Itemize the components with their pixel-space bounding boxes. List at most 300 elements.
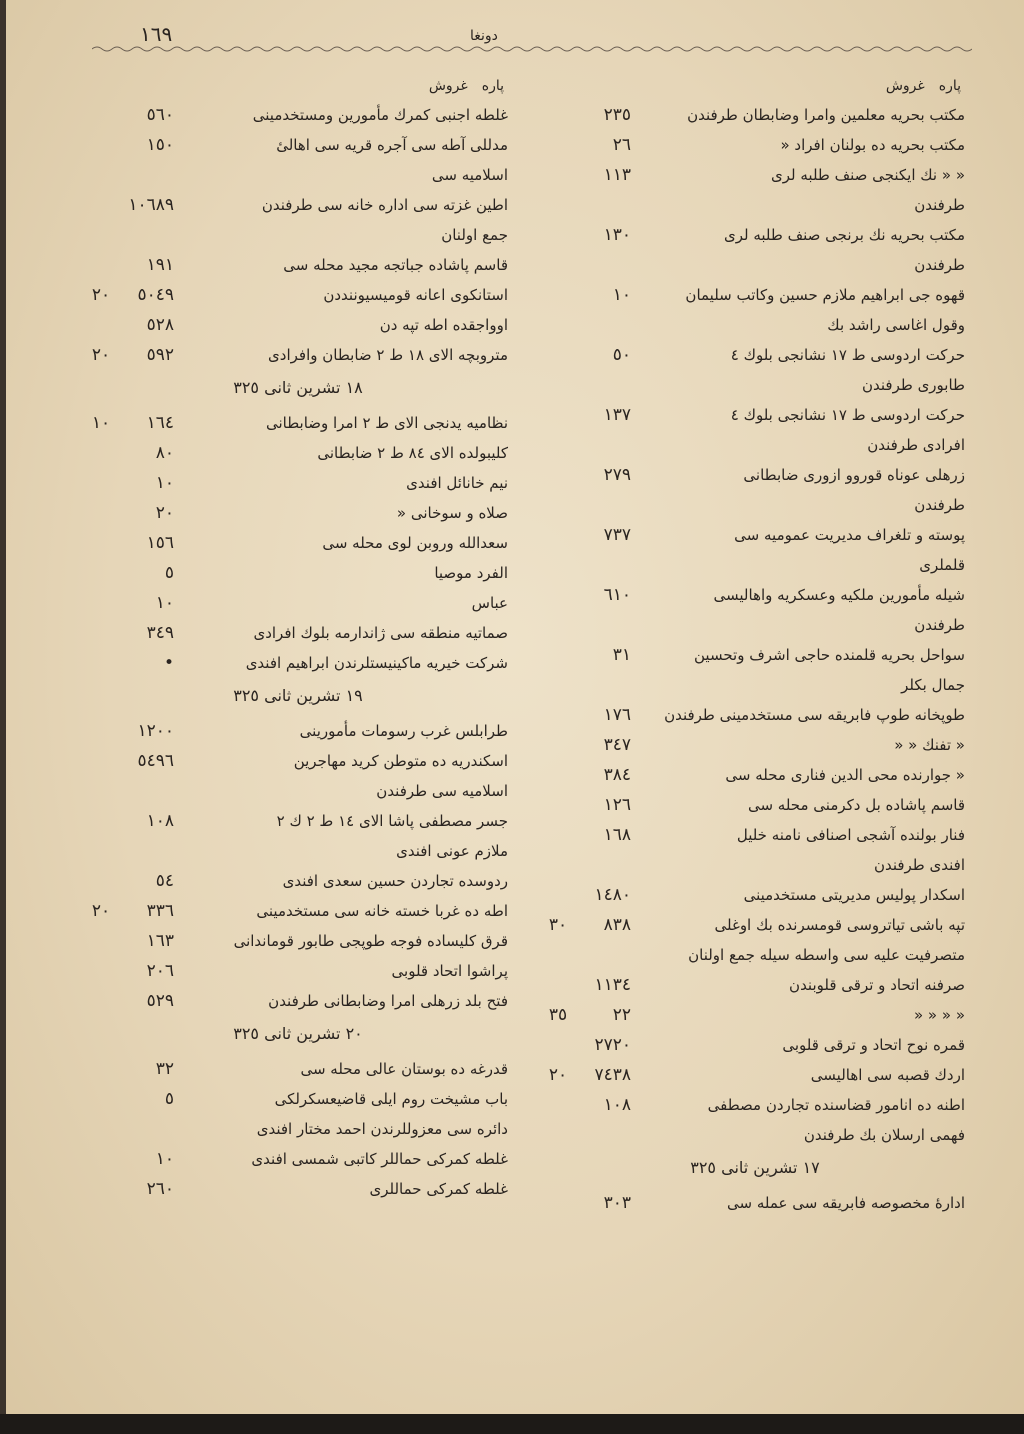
donation-entry bbox=[88, 648, 508, 678]
ghurush-amount: ٥٢٩ bbox=[146, 991, 174, 1011]
ghurush-amount: ٢٧٢٠ bbox=[594, 1035, 631, 1055]
donor-text: طابورى طرفندن bbox=[862, 376, 965, 394]
donation-entry bbox=[545, 970, 965, 1000]
para-amount bbox=[88, 1174, 114, 1204]
donation-entry bbox=[545, 520, 965, 550]
para-amount bbox=[88, 986, 114, 1016]
para-amount bbox=[88, 558, 114, 588]
wavy-header-rule bbox=[92, 45, 972, 53]
donation-entry bbox=[545, 460, 965, 490]
amount-cell bbox=[545, 820, 631, 850]
donation-entry bbox=[545, 400, 965, 430]
donation-entry bbox=[88, 956, 508, 986]
amount-cell bbox=[545, 130, 631, 160]
para-header: پاره bbox=[938, 78, 961, 94]
donation-entry bbox=[545, 1188, 965, 1218]
amount-cell bbox=[88, 866, 174, 896]
donation-entry bbox=[88, 468, 508, 498]
amount-cell bbox=[545, 970, 631, 1000]
amount-cell bbox=[88, 280, 174, 310]
ghurush-amount: ٣٨٤ bbox=[603, 765, 631, 785]
ghurush-amount: ١٠ bbox=[155, 1149, 174, 1169]
para-amount bbox=[88, 468, 114, 498]
entry-continuation bbox=[545, 670, 965, 700]
donation-entry bbox=[88, 438, 508, 468]
donation-entry bbox=[545, 160, 965, 190]
donor-text: قرق كليساده فوجه طوپجى طابور قوماندانى bbox=[233, 932, 508, 950]
donor-text: مكتب بحريه معلمين وامرا وضابطان طرفندن bbox=[687, 106, 965, 124]
left-column bbox=[88, 78, 508, 1204]
donation-entry bbox=[88, 1144, 508, 1174]
amount-cell bbox=[545, 400, 631, 430]
donor-text: ملازم عونى افندى bbox=[396, 842, 508, 860]
donation-entry bbox=[545, 1000, 965, 1030]
para-amount: ٢٠ bbox=[548, 1065, 568, 1085]
donor-text: پراشوا اتحاد قلوبى bbox=[391, 962, 508, 980]
ghurush-amount: ١٠٨ bbox=[146, 811, 174, 831]
donor-text: ادارهٔ مخصوصه فابريقه سى عمله سى bbox=[727, 1194, 965, 1212]
ghurush-amount: ١٦٤ bbox=[146, 413, 174, 433]
donor-text: طرفندن bbox=[914, 496, 965, 514]
ghurush-amount: ١٥٦ bbox=[146, 533, 174, 553]
para-amount bbox=[88, 190, 114, 220]
amount-cell bbox=[545, 730, 631, 760]
donor-text: طرابلس غرب رسومات مأمورينى bbox=[299, 722, 508, 740]
ghurush-amount: ٨٣٨ bbox=[603, 915, 631, 935]
donation-entry bbox=[88, 340, 508, 370]
para-amount: ٣٠ bbox=[548, 915, 568, 935]
ghurush-amount: ٥٠ bbox=[612, 345, 631, 365]
para-amount bbox=[545, 640, 571, 670]
para-amount bbox=[545, 1188, 571, 1218]
amount-cell bbox=[88, 130, 174, 160]
para-amount bbox=[545, 1090, 571, 1120]
ghurush-amount: ١٠ bbox=[155, 593, 174, 613]
donor-text: غلطه كمركى حماللر كاتبى شمسى افندى bbox=[251, 1150, 508, 1168]
donor-text: طوپخانه طوپ فابريقه سى مستخدمينى طرفندن bbox=[664, 706, 965, 724]
ghurush-amount: ٦١٠ bbox=[603, 585, 631, 605]
para-amount bbox=[88, 130, 114, 160]
ghurush-amount: ٢٢ bbox=[612, 1005, 631, 1025]
donor-text: طرفندن bbox=[914, 616, 965, 634]
para-amount bbox=[88, 956, 114, 986]
ghurush-amount: ٥ bbox=[164, 563, 174, 583]
para-amount: ١٠ bbox=[91, 413, 111, 433]
donor-text: قلملرى bbox=[919, 556, 965, 574]
para-amount bbox=[88, 310, 114, 340]
donation-entry bbox=[88, 310, 508, 340]
donor-text: قاسم پاشاده بل دكرمنى محله سى bbox=[747, 796, 965, 814]
donation-entry bbox=[545, 280, 965, 310]
ghurush-amount: ٧٤٣٨ bbox=[594, 1065, 631, 1085]
amount-cell bbox=[545, 280, 631, 310]
donor-text: تپه باشى تياتروسى قومسرنده بك اوغلى bbox=[714, 916, 965, 934]
ghurush-amount: ٥ bbox=[164, 1089, 174, 1109]
entry-continuation bbox=[88, 160, 508, 190]
ghurush-amount: ١٩١ bbox=[146, 255, 174, 275]
donor-text: دائره سى معزوللرندن احمد مختار افندى bbox=[256, 1120, 508, 1138]
para-amount bbox=[545, 730, 571, 760]
ghurush-amount: • bbox=[163, 653, 174, 673]
amount-cell bbox=[545, 580, 631, 610]
entry-continuation bbox=[545, 550, 965, 580]
donor-text: فنار بولنده آشجى اصنافى نامنه خليل bbox=[736, 826, 965, 844]
donor-text: جمال بكلر bbox=[901, 676, 965, 694]
donor-text: طرفندن bbox=[914, 196, 965, 214]
ghurush-amount: ١٢٦ bbox=[603, 795, 631, 815]
para-amount bbox=[88, 588, 114, 618]
donation-entry bbox=[88, 618, 508, 648]
entry-continuation bbox=[545, 1120, 965, 1150]
donor-text: سواحل بحريه قلمنده حاجى اشرف وتحسين bbox=[694, 646, 965, 664]
amount-cell bbox=[88, 438, 174, 468]
donation-entry bbox=[88, 716, 508, 746]
amount-cell bbox=[88, 498, 174, 528]
entry-list bbox=[88, 100, 508, 1204]
para-amount bbox=[88, 618, 114, 648]
entry-continuation bbox=[545, 610, 965, 640]
para-amount bbox=[545, 400, 571, 430]
donor-text: صماتيه منطقه سى ژاندارمه بلوك افرادى bbox=[253, 624, 508, 642]
entry-continuation bbox=[545, 190, 965, 220]
donor-text: قمره نوح اتحاد و ترقى قلوبى bbox=[782, 1036, 965, 1054]
entry-continuation bbox=[88, 776, 508, 806]
entry-continuation bbox=[545, 940, 965, 970]
ghurush-header: غروش bbox=[885, 78, 925, 94]
donation-entry bbox=[545, 130, 965, 160]
donation-entry bbox=[545, 1060, 965, 1090]
para-amount bbox=[545, 760, 571, 790]
ghurush-amount: ٢٦ bbox=[612, 135, 631, 155]
donation-entry bbox=[545, 1090, 965, 1120]
right-column bbox=[545, 78, 965, 1218]
amount-cell bbox=[88, 558, 174, 588]
entry-continuation bbox=[88, 220, 508, 250]
donor-text: اطين غزته سى اداره خانه سى طرفندن bbox=[261, 196, 508, 214]
amount-cell bbox=[545, 1000, 631, 1030]
para-amount bbox=[545, 820, 571, 850]
para-amount bbox=[545, 220, 571, 250]
amount-cell bbox=[88, 1054, 174, 1084]
ghurush-amount: ١١٣ bbox=[603, 165, 631, 185]
ghurush-amount: ١٢٠٠ bbox=[137, 721, 174, 741]
entry-continuation bbox=[545, 250, 965, 280]
entry-continuation bbox=[545, 490, 965, 520]
date-heading: ٢٠ تشرين ثانى ٣٢٥ bbox=[233, 1024, 363, 1043]
donor-text: متصرفيت عليه سى واسطه سيله جمع اولنان bbox=[688, 946, 965, 964]
amount-cell bbox=[88, 250, 174, 280]
donation-entry bbox=[545, 700, 965, 730]
entry-list bbox=[545, 100, 965, 1218]
donor-text: شركت خيريه ماكينيستلرندن ابراهيم افندى bbox=[245, 654, 508, 672]
ghurush-amount: ٢٦٠ bbox=[146, 1179, 174, 1199]
date-heading: ١٧ تشرين ثانى ٣٢٥ bbox=[690, 1158, 820, 1177]
para-amount bbox=[545, 160, 571, 190]
donor-text: اسلاميه سى طرفندن bbox=[376, 782, 508, 800]
donor-text: متروبچه الاى ١٨ ط ٢ ضابطان وافرادى bbox=[268, 346, 508, 364]
donor-text: اسكندريه ده متوطن كريد مهاجرين bbox=[293, 752, 508, 770]
amount-cell bbox=[545, 520, 631, 550]
amount-cell bbox=[545, 1030, 631, 1060]
date-heading: ١٩ تشرين ثانى ٣٢٥ bbox=[233, 686, 363, 705]
ghurush-amount: ١١٣٤ bbox=[594, 975, 631, 995]
entry-continuation bbox=[88, 836, 508, 866]
donor-text: مدللى آطه سى آجره قريه سى اهالىٔ bbox=[276, 136, 508, 154]
entry-continuation bbox=[545, 430, 965, 460]
amount-cell bbox=[88, 716, 174, 746]
donation-entry bbox=[88, 498, 508, 528]
ghurush-amount: ١٣٠ bbox=[603, 225, 631, 245]
donation-entry bbox=[88, 1174, 508, 1204]
donor-text: زرهلى عوناه قوروو ازورى ضابطانى bbox=[743, 466, 965, 484]
donation-entry bbox=[88, 408, 508, 438]
donation-entry bbox=[545, 790, 965, 820]
ghurush-amount: ١٤٨٠ bbox=[594, 885, 631, 905]
para-amount bbox=[88, 866, 114, 896]
donor-text: « جوارنده محى الدين فنارى محله سى bbox=[725, 766, 965, 784]
donor-text: غلطه كمركى حماللرى bbox=[369, 1180, 508, 1198]
donor-text: افرادى طرفندن bbox=[867, 436, 965, 454]
ghurush-amount: ٣٤٧ bbox=[603, 735, 631, 755]
donation-entry bbox=[88, 746, 508, 776]
ghurush-amount: ٥٦٠ bbox=[146, 105, 174, 125]
ghurush-amount: ١٧٦ bbox=[603, 705, 631, 725]
para-amount bbox=[545, 880, 571, 910]
donor-text: پوسته و تلغراف مديريت عموميه سى bbox=[734, 526, 965, 544]
donation-entry bbox=[88, 100, 508, 130]
para-amount bbox=[545, 130, 571, 160]
amount-cell bbox=[545, 760, 631, 790]
entry-continuation bbox=[545, 850, 965, 880]
donation-entry bbox=[88, 588, 508, 618]
para-amount: ٢٠ bbox=[91, 345, 111, 365]
donor-text: عباس bbox=[471, 594, 508, 612]
donor-text: كليبولده الاى ٨٤ ط ٢ ضابطانى bbox=[317, 444, 508, 462]
donation-entry bbox=[545, 580, 965, 610]
donor-text: اطه ده غربا خسته خانه سى مستخدمينى bbox=[256, 902, 508, 920]
para-header: پاره bbox=[481, 78, 504, 94]
donor-text: ردوسده تجاردن حسين سعدى افندى bbox=[282, 872, 508, 890]
amount-cell bbox=[88, 340, 174, 370]
donor-text: قهوه جى ابراهيم ملازم حسين وكاتب سليمان bbox=[685, 286, 965, 304]
amount-cell bbox=[545, 700, 631, 730]
amount-cell bbox=[545, 220, 631, 250]
ghurush-amount: ٢٠٦ bbox=[146, 961, 174, 981]
donor-text: باب مشيخت روم ايلى قاضيعسكرلكى bbox=[274, 1090, 508, 1108]
donation-entry bbox=[545, 220, 965, 250]
donor-text: حركت اردوسى ط ١٧ نشانجى بلوك ٤ bbox=[730, 346, 965, 364]
amount-cell bbox=[545, 1188, 631, 1218]
donation-entry bbox=[88, 190, 508, 220]
donor-text: قدرغه ده بوستان عالى محله سى bbox=[300, 1060, 508, 1078]
amount-cell bbox=[88, 746, 174, 776]
para-amount bbox=[88, 648, 114, 678]
donation-entry bbox=[88, 558, 508, 588]
donation-entry bbox=[88, 986, 508, 1016]
amount-cell bbox=[545, 1060, 631, 1090]
para-amount bbox=[88, 1144, 114, 1174]
amount-cell bbox=[88, 1084, 174, 1114]
ghurush-amount: ٧٣٧ bbox=[603, 525, 631, 545]
ghurush-amount: ١٣٧ bbox=[603, 405, 631, 425]
donation-entry bbox=[88, 926, 508, 956]
para-amount bbox=[545, 580, 571, 610]
amount-cell bbox=[88, 310, 174, 340]
amount-cell bbox=[545, 100, 631, 130]
entry-continuation bbox=[545, 370, 965, 400]
donor-text: اطنه ده انامور قضاسنده تجاردن مصطفى bbox=[707, 1096, 965, 1114]
ghurush-header: غروش bbox=[428, 78, 468, 94]
para-amount bbox=[88, 926, 114, 956]
donor-text: جسر مصطفى پاشا الاى ١٤ ط ٢ ك ٢ bbox=[276, 812, 508, 830]
donation-entry bbox=[88, 896, 508, 926]
ghurush-amount: ١٦٣ bbox=[146, 931, 174, 951]
ghurush-amount: ٢٣٥ bbox=[603, 105, 631, 125]
para-amount bbox=[545, 340, 571, 370]
para-amount bbox=[545, 460, 571, 490]
donation-entry bbox=[88, 866, 508, 896]
para-amount: ٢٠ bbox=[91, 285, 111, 305]
ghurush-amount: ٢٠ bbox=[155, 503, 174, 523]
amount-cell bbox=[545, 790, 631, 820]
para-amount bbox=[88, 746, 114, 776]
donation-entry bbox=[545, 340, 965, 370]
donation-entry bbox=[545, 760, 965, 790]
amount-cell bbox=[88, 956, 174, 986]
para-amount: ٢٠ bbox=[91, 901, 111, 921]
donor-text: اردك قصبه سى اهاليسى bbox=[810, 1066, 965, 1084]
binding-edge bbox=[0, 0, 6, 1434]
page-number: ١٦٩ bbox=[140, 22, 173, 46]
donor-text: مكتب بحريه نك برنجى صنف طلبه لرى bbox=[723, 226, 965, 244]
donor-text: فهمى ارسلان بك طرفندن bbox=[803, 1126, 965, 1144]
ghurush-amount: ٣٢ bbox=[155, 1059, 174, 1079]
amount-cell bbox=[88, 528, 174, 558]
column-header bbox=[88, 78, 508, 100]
donation-entry bbox=[545, 730, 965, 760]
ghurush-amount: ١٦٨ bbox=[603, 825, 631, 845]
donor-text: الفرد موصيا bbox=[434, 564, 508, 582]
donor-text: اوواجقده اطه تپه دن bbox=[379, 316, 508, 334]
column-header bbox=[545, 78, 965, 100]
ghurush-amount: ٥٤ bbox=[155, 871, 174, 891]
donation-entry bbox=[545, 820, 965, 850]
donor-text: صرفنه اتحاد و ترقى قلوبندن bbox=[789, 976, 965, 994]
para-amount bbox=[545, 700, 571, 730]
scan-bottom-edge bbox=[0, 1414, 1024, 1434]
donor-text: افندى طرفندن bbox=[873, 856, 965, 874]
ghurush-amount: ٥٠٤٩ bbox=[137, 285, 174, 305]
amount-cell bbox=[545, 340, 631, 370]
entry-continuation bbox=[545, 310, 965, 340]
para-amount bbox=[88, 1054, 114, 1084]
donation-entry bbox=[88, 1084, 508, 1114]
para-amount bbox=[88, 250, 114, 280]
donor-text: استانكوى اعانه قوميسيوننددن bbox=[323, 286, 508, 304]
para-amount bbox=[88, 716, 114, 746]
para-amount bbox=[545, 520, 571, 550]
amount-cell bbox=[88, 926, 174, 956]
amount-cell bbox=[88, 190, 174, 220]
donation-entry bbox=[88, 528, 508, 558]
amount-cell bbox=[88, 100, 174, 130]
para-amount bbox=[88, 1084, 114, 1114]
running-head: دونغا bbox=[470, 28, 498, 44]
amount-cell bbox=[545, 160, 631, 190]
donor-text: « « نك ايكنجى صنف طلبه لرى bbox=[771, 166, 965, 184]
donor-text: اسلاميه سى bbox=[431, 166, 508, 184]
amount-cell bbox=[545, 640, 631, 670]
donation-entry bbox=[88, 1054, 508, 1084]
ghurush-amount: ٣٤٩ bbox=[146, 623, 174, 643]
amount-cell bbox=[88, 588, 174, 618]
ghurush-amount: ٥٢٨ bbox=[146, 315, 174, 335]
para-amount bbox=[88, 438, 114, 468]
donation-entry bbox=[545, 1030, 965, 1060]
entry-continuation bbox=[88, 1114, 508, 1144]
para-amount bbox=[88, 498, 114, 528]
donation-entry bbox=[545, 910, 965, 940]
donor-text: سعدالله وروبن لوى محله سى bbox=[322, 534, 508, 552]
ghurush-amount: ٣٠٣ bbox=[603, 1193, 631, 1213]
donor-text: طرفندن bbox=[914, 256, 965, 274]
amount-cell bbox=[88, 468, 174, 498]
donor-text: شيله مأمورين ملكيه وعسكريه واهاليسى bbox=[713, 586, 965, 604]
donor-text: اسكدار پوليس مديريتى مستخدمينى bbox=[743, 886, 965, 904]
date-heading: ١٨ تشرين ثانى ٣٢٥ bbox=[233, 378, 363, 397]
amount-cell bbox=[88, 618, 174, 648]
donor-text: نيم خانائل افندى bbox=[406, 474, 508, 492]
ghurush-amount: ١٥٠ bbox=[146, 135, 174, 155]
ghurush-amount: ٨٠ bbox=[155, 443, 174, 463]
amount-cell bbox=[545, 880, 631, 910]
donation-entry bbox=[88, 280, 508, 310]
donation-entry bbox=[88, 250, 508, 280]
para-amount bbox=[545, 100, 571, 130]
amount-cell bbox=[88, 896, 174, 926]
donor-text: غلطه اجنبى كمرك مأمورين ومستخدمينى bbox=[252, 106, 508, 124]
para-amount bbox=[88, 806, 114, 836]
para-amount bbox=[545, 1030, 571, 1060]
amount-cell bbox=[88, 1144, 174, 1174]
ghurush-amount: ٣١ bbox=[612, 645, 631, 665]
donor-text: جمع اولنان bbox=[441, 226, 508, 244]
ghurush-amount: ١٠ bbox=[612, 285, 631, 305]
para-amount bbox=[88, 100, 114, 130]
ghurush-amount: ٥٤٩٦ bbox=[137, 751, 174, 771]
amount-cell bbox=[88, 806, 174, 836]
amount-cell bbox=[88, 648, 174, 678]
donor-text: حركت اردوسى ط ١٧ نشانجى بلوك ٤ bbox=[730, 406, 965, 424]
para-amount bbox=[545, 280, 571, 310]
ghurush-amount: ٥٩٢ bbox=[146, 345, 174, 365]
donor-text: قاسم پاشاده جباتجه مجيد محله سى bbox=[283, 256, 508, 274]
amount-cell bbox=[88, 1174, 174, 1204]
para-amount bbox=[88, 528, 114, 558]
ghurush-amount: ٢٧٩ bbox=[603, 465, 631, 485]
para-amount bbox=[545, 790, 571, 820]
amount-cell bbox=[88, 408, 174, 438]
donation-entry bbox=[545, 640, 965, 670]
donor-text: « تفنك « « bbox=[894, 736, 965, 754]
donor-text: مكتب بحريه ده بولنان افراد « bbox=[780, 136, 965, 154]
amount-cell bbox=[88, 986, 174, 1016]
ghurush-amount: ١٠٦٨٩ bbox=[128, 195, 174, 215]
ghurush-amount: ٣٣٦ bbox=[146, 901, 174, 921]
amount-cell bbox=[545, 460, 631, 490]
donor-text: صلاه و سوخانى « bbox=[396, 504, 508, 522]
donor-text: نظاميه يدنجى الاى ط ٢ امرا وضابطانى bbox=[266, 414, 508, 432]
